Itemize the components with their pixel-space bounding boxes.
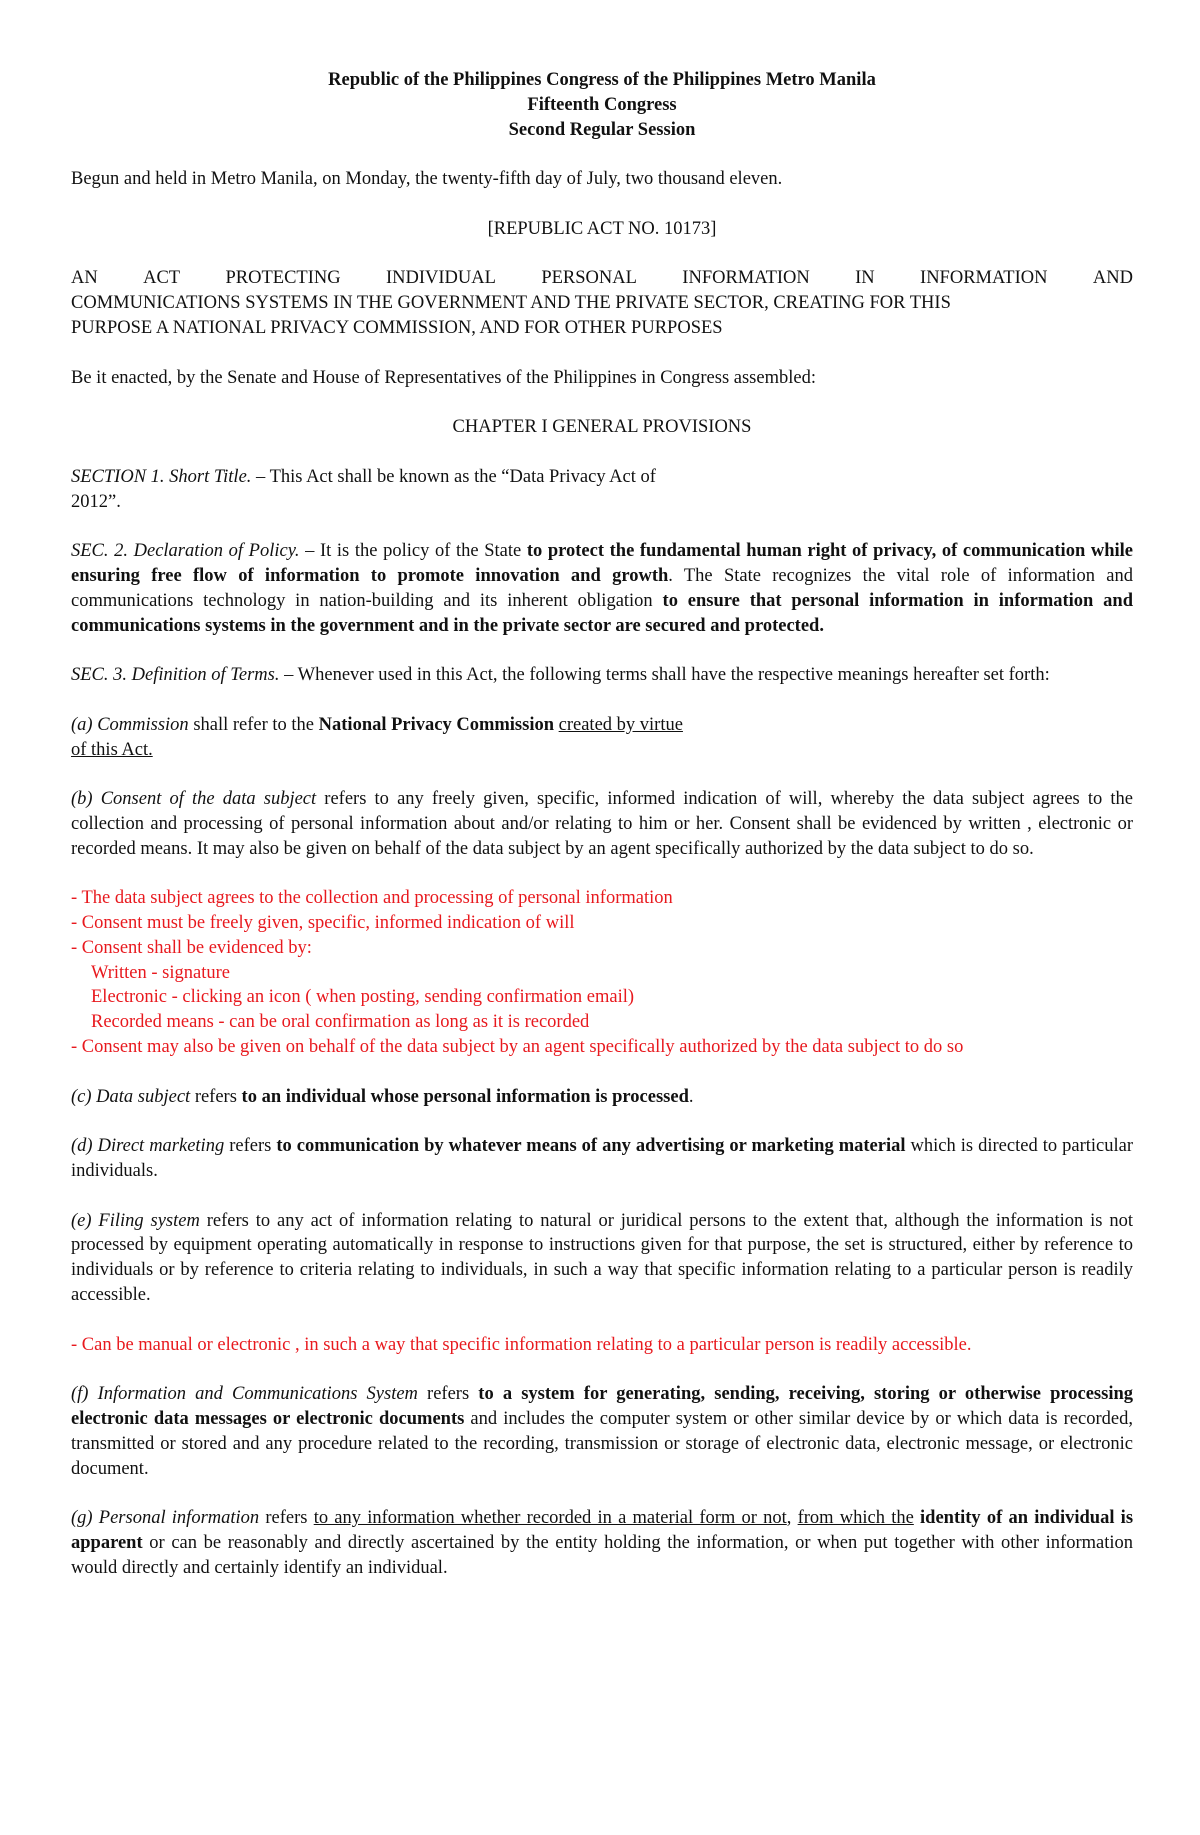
section-3-text: – Whenever used in this Act, the following terms shall have the respective meanings hereafter set forth:	[279, 665, 1050, 686]
annotation-line: - The data subject agrees to the collection and processing of personal information	[71, 888, 673, 909]
act-title-word: PERSONAL	[541, 268, 637, 289]
document-header	[71, 68, 1133, 142]
section-1-text: – This Act shall be known as the “Data Privacy Act of	[251, 466, 656, 487]
section-2-heading: SEC. 2. Declaration of Policy.	[71, 541, 300, 562]
chapter-heading: CHAPTER I GENERAL PROVISIONS	[452, 417, 752, 438]
act-title-line-3: PURPOSE A NATIONAL PRIVACY COMMISSION, AND FOR OTHER PURPOSES	[71, 317, 723, 338]
act-title-word: AN	[71, 268, 98, 289]
act-title-word: AND	[1092, 268, 1133, 289]
header-line-3: Second Regular Session	[508, 119, 696, 140]
definition-g-underlined: to any information whether recorded in a material form or not	[313, 1508, 787, 1529]
annotation-subline: Written - signature	[91, 962, 230, 983]
act-title-line-1	[71, 266, 1133, 291]
annotation-line: - Consent may also be given on behalf of the data subject by an agent specifically authorized by the data subject to do so	[71, 1037, 964, 1058]
definition-f-term: (f) Information and Communications System	[71, 1384, 418, 1405]
definition-f	[71, 1382, 1133, 1481]
act-title-word: ACT	[143, 268, 181, 289]
header-line-1: Republic of the Philippines Congress of the Philippines Metro Manila	[328, 70, 876, 90]
definition-d-bold: to communication by whatever means of any advertising or marketing material	[276, 1136, 906, 1157]
definition-g-text: or can be reasonably and directly ascertained by the entity holding the information, or when put together with other information would directly and certainly identify an individual.	[71, 1533, 1133, 1578]
definition-b	[71, 787, 1133, 861]
definition-f-bold: to a system for generating, sending, receiving, storing or otherwise processing electronic data messages or electronic documents	[71, 1384, 1133, 1430]
definition-g-term: (g) Personal information	[71, 1508, 260, 1529]
definition-e-text: refers to any act of information relating to natural or juridical persons to the extent that, although the information is not processed by equipment operating automatically in response to instructions given for that purpose, the set is structured, either by reference to individuals or by reference to criteria relating to individuals, in such a way that specific information relating to a particular person is readily accessible.	[71, 1210, 1133, 1306]
definition-g-underlined: from which the	[797, 1508, 914, 1529]
definition-c-bold: to an individual whose personal information is processed	[241, 1086, 689, 1107]
document-body	[71, 68, 1133, 1605]
definition-g-text: ,	[786, 1508, 798, 1529]
annotation-b	[71, 886, 1133, 1060]
definition-f-text: refers	[417, 1384, 479, 1405]
section-2-bold-text: to protect the fundamental human right of privacy, of communication while ensuring free flow of information to promote innovation and growth	[71, 541, 1133, 586]
section-3	[71, 663, 1133, 688]
definition-c-text: .	[688, 1086, 694, 1107]
definition-d-text: refers	[224, 1136, 277, 1157]
definition-c	[71, 1085, 1133, 1110]
act-title-word: INFORMATION	[682, 268, 810, 289]
definition-c-text: refers	[190, 1086, 242, 1107]
section-2-text: . The State recognizes the vital role of information and communications technology in nation-building and its inherent obligation	[71, 565, 1133, 611]
section-2	[71, 539, 1133, 638]
definition-a-term: (a) Commission	[71, 714, 189, 735]
definition-e-term: (e) Filing system	[71, 1210, 200, 1231]
definition-e	[71, 1209, 1133, 1308]
definition-a-bold: National Privacy Commission	[318, 714, 555, 735]
section-2-bold-text: to ensure that personal information in information and communications systems in the government and in the private sector are secured and protected.	[71, 590, 1133, 636]
definition-a-underlined: of this Act.	[71, 739, 153, 760]
begun-paragraph: Begun and held in Metro Manila, on Monday, the twenty-fifth day of July, two thousand eleven.	[71, 169, 783, 190]
act-title-word: IN	[855, 268, 875, 289]
definition-f-text: and includes the computer system or other similar device by or which data is recorded, transmitted or stored and any procedure related to the recording, transmission or storage of electronic data, electronic message, or electronic document.	[71, 1409, 1133, 1479]
header-line-2: Fifteenth Congress	[527, 94, 677, 115]
definition-c-term: (c) Data subject	[71, 1086, 191, 1107]
definition-d-text: which is directed to particular individuals.	[71, 1136, 1133, 1182]
definition-g-text: refers	[259, 1508, 314, 1529]
definition-g-bold: identity of an individual is apparent	[71, 1508, 1134, 1554]
act-title-word: INFORMATION	[920, 268, 1048, 289]
section-3-heading: SEC. 3. Definition of Terms.	[71, 665, 280, 686]
definition-b-term: (b) Consent of the data subject	[71, 789, 317, 810]
act-title	[71, 266, 1133, 340]
act-title-word: PROTECTING	[225, 268, 341, 289]
act-title-word: INDIVIDUAL	[385, 268, 496, 289]
section-1-text-end: 2012”.	[71, 491, 121, 512]
definition-a	[71, 713, 1133, 763]
enacted-clause: Be it enacted, by the Senate and House of Representatives of the Philippines in Congress assembled:	[71, 367, 816, 388]
annotation-e: - Can be manual or electronic , in such a way that specific information relating to a particular person is readily accessible.	[71, 1334, 972, 1355]
act-number: [REPUBLIC ACT NO. 10173]	[487, 218, 717, 239]
definition-b-text: refers to any freely given, specific, informed indication of will, whereby the data subject agrees to the collection and processing of personal information about and/or relating to him or her. Consent shall be evidenced by written , electronic or recorded means. It may also be given on behalf of the data subject by an agent specifically authorized by the data subject to do so.	[71, 789, 1133, 859]
definition-g	[71, 1506, 1133, 1580]
definition-a-underlined: created by virtue	[558, 714, 683, 735]
act-title-line-2: COMMUNICATIONS SYSTEMS IN THE GOVERNMENT AND THE PRIVATE SECTOR, CREATING FOR THIS	[71, 293, 951, 314]
annotation-subline: Electronic - clicking an icon ( when posting, sending confirmation email)	[91, 987, 635, 1008]
definition-d	[71, 1134, 1133, 1184]
definition-a-text: shall refer to the	[188, 714, 319, 735]
section-2-text: – It is the policy of the State	[299, 541, 527, 562]
definition-d-term: (d) Direct marketing	[71, 1136, 225, 1157]
section-1-heading: SECTION 1. Short Title.	[71, 466, 252, 487]
annotation-line: - Consent shall be evidenced by:	[71, 937, 312, 958]
annotation-line: - Consent must be freely given, specific, informed indication of will	[71, 913, 575, 934]
annotation-subline: Recorded means - can be oral confirmation as long as it is recorded	[91, 1012, 590, 1033]
section-1	[71, 465, 1133, 515]
